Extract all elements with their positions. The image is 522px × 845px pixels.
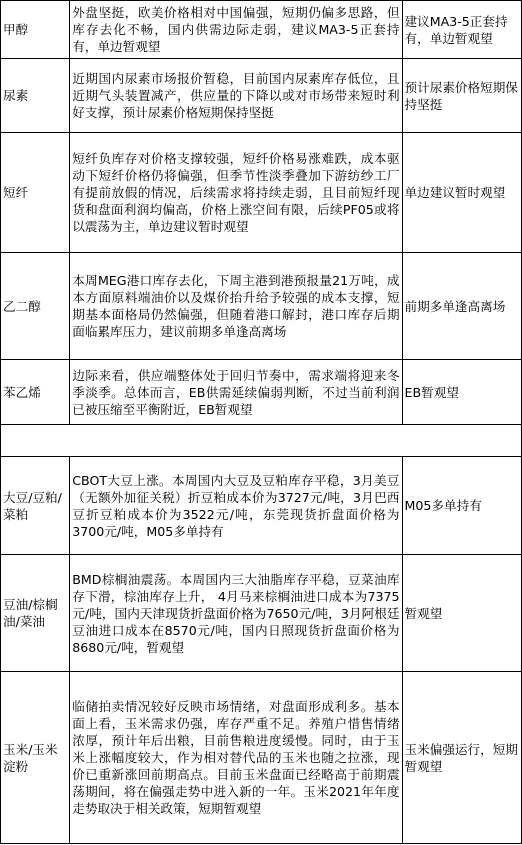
commodity-name: 甲醇 (1, 1, 70, 59)
commodity-view: 建议MA3-5正套持有，单边暂观望 (402, 1, 521, 59)
table-row (1, 672, 522, 844)
table-row (1, 457, 522, 555)
commodity-view: 玉米偏强运行，短期暂观望 (402, 672, 521, 844)
table-row (1, 253, 522, 360)
commodity-analysis: CBOT大豆上涨。本周国内大豆及豆粕库存平稳，3月美豆（无额外加征关税）折豆粕成本价为3727元/吨，3月巴西豆折豆粕成本价为3522元/吨，东莞现货折盘面价格为3700元/吨，M05多单持有 (70, 457, 402, 555)
commodity-name: 豆油/棕榈油/菜油 (1, 555, 70, 672)
commodity-analysis: 外盘坚挺，欧美价格相对中国偏强，短期仍偏多思路，但库存去化不畅，国内供需边际走弱，建议MA3-5正套持有，单边暂观望 (70, 1, 402, 59)
commodity-view: 预计尿素价格短期保持坚挺 (402, 59, 521, 133)
table-row (1, 360, 522, 425)
commodity-analysis: 本周MEG港口库存去化，下周主港到港预报量21万吨，成本方面原料端油价以及煤价抬升给予较强的成本支撑，短期基本面格局仍然偏强，但随着港口解封，港口库存后期面临累库压力，建议前期多单逢高离场 (70, 253, 402, 360)
table-row (1, 555, 522, 672)
commodity-name: 大豆/豆粕/菜粕 (1, 457, 70, 555)
commodity-analysis: 临储拍卖情况较好反映市场情绪，对盘面形成利多。基本面上看，玉米需求仍强，库存严重不足。养殖户惜售情绪浓厚，预计年后出粮，目前售粮进度缓慢。同时，由于玉米上涨幅度较大，作为相对替代品的玉米也随之拉涨，现价已重新涨回前期高点。目前玉米盘面已经略高于前期震荡期间，将在偏强走势中进入新的一年。玉米2021年年度走势取决于相关政策，短期暂观望 (70, 672, 402, 844)
commodity-view: EB暂观望 (402, 360, 521, 425)
commodity-analysis: 短纤负库存对价格支撑较强，短纤价格易涨难跌，成本驱动下短纤价格仍将偏强，但季节性淡季叠加下游纺纱工厂有提前放假的情况，后续需求将持续走弱，且目前短纤现货和盘面利润均偏高，价格上涨空间有限，后续PF05或将以震荡为主，单边建议暂时观望 (70, 133, 402, 253)
commodity-view: 前期多单逢高离场 (402, 253, 521, 360)
commodity-analysis: 边际来看，供应端整体处于回归节奏中，需求端将迎来冬季淡季。总体而言，EB供需延续偏弱判断，不过当前利润已被压缩至平衡附近，EB暂观望 (70, 360, 402, 425)
commodity-view: 暂观望 (402, 555, 521, 672)
commodity-analysis: 近期国内尿素市场报价暂稳，目前国内尿素库存低位，且近期气头装置减产，供应量的下降以或对市场带来短时利好支撑，预计尿素价格短期保持坚挺 (70, 59, 402, 133)
section-spacer (0, 424, 522, 456)
table-row (1, 1, 522, 59)
commodity-name: 玉米/玉米淀粉 (1, 672, 70, 844)
commodity-view: M05多单持有 (402, 457, 521, 555)
commodity-table-agri (0, 456, 522, 844)
table-row (1, 59, 522, 133)
commodity-view: 单边建议暂时观望 (402, 133, 521, 253)
commodity-name: 乙二醇 (1, 253, 70, 360)
commodity-name: 苯乙烯 (1, 360, 70, 425)
table-row (1, 133, 522, 253)
commodity-analysis: BMD棕榈油震荡。本周国内三大油脂库存平稳，豆菜油库存下滑，棕油库存上升， 4月马来棕榈油进口成本为7375元/吨，国内天津现货折盘面价格为7650元/吨，3月阿根廷豆油进口成本在8570元/吨，国内日照现货折盘面价格为8680元/吨，暂观望 (70, 555, 402, 672)
commodity-name: 短纤 (1, 133, 70, 253)
commodity-name: 尿素 (1, 59, 70, 133)
